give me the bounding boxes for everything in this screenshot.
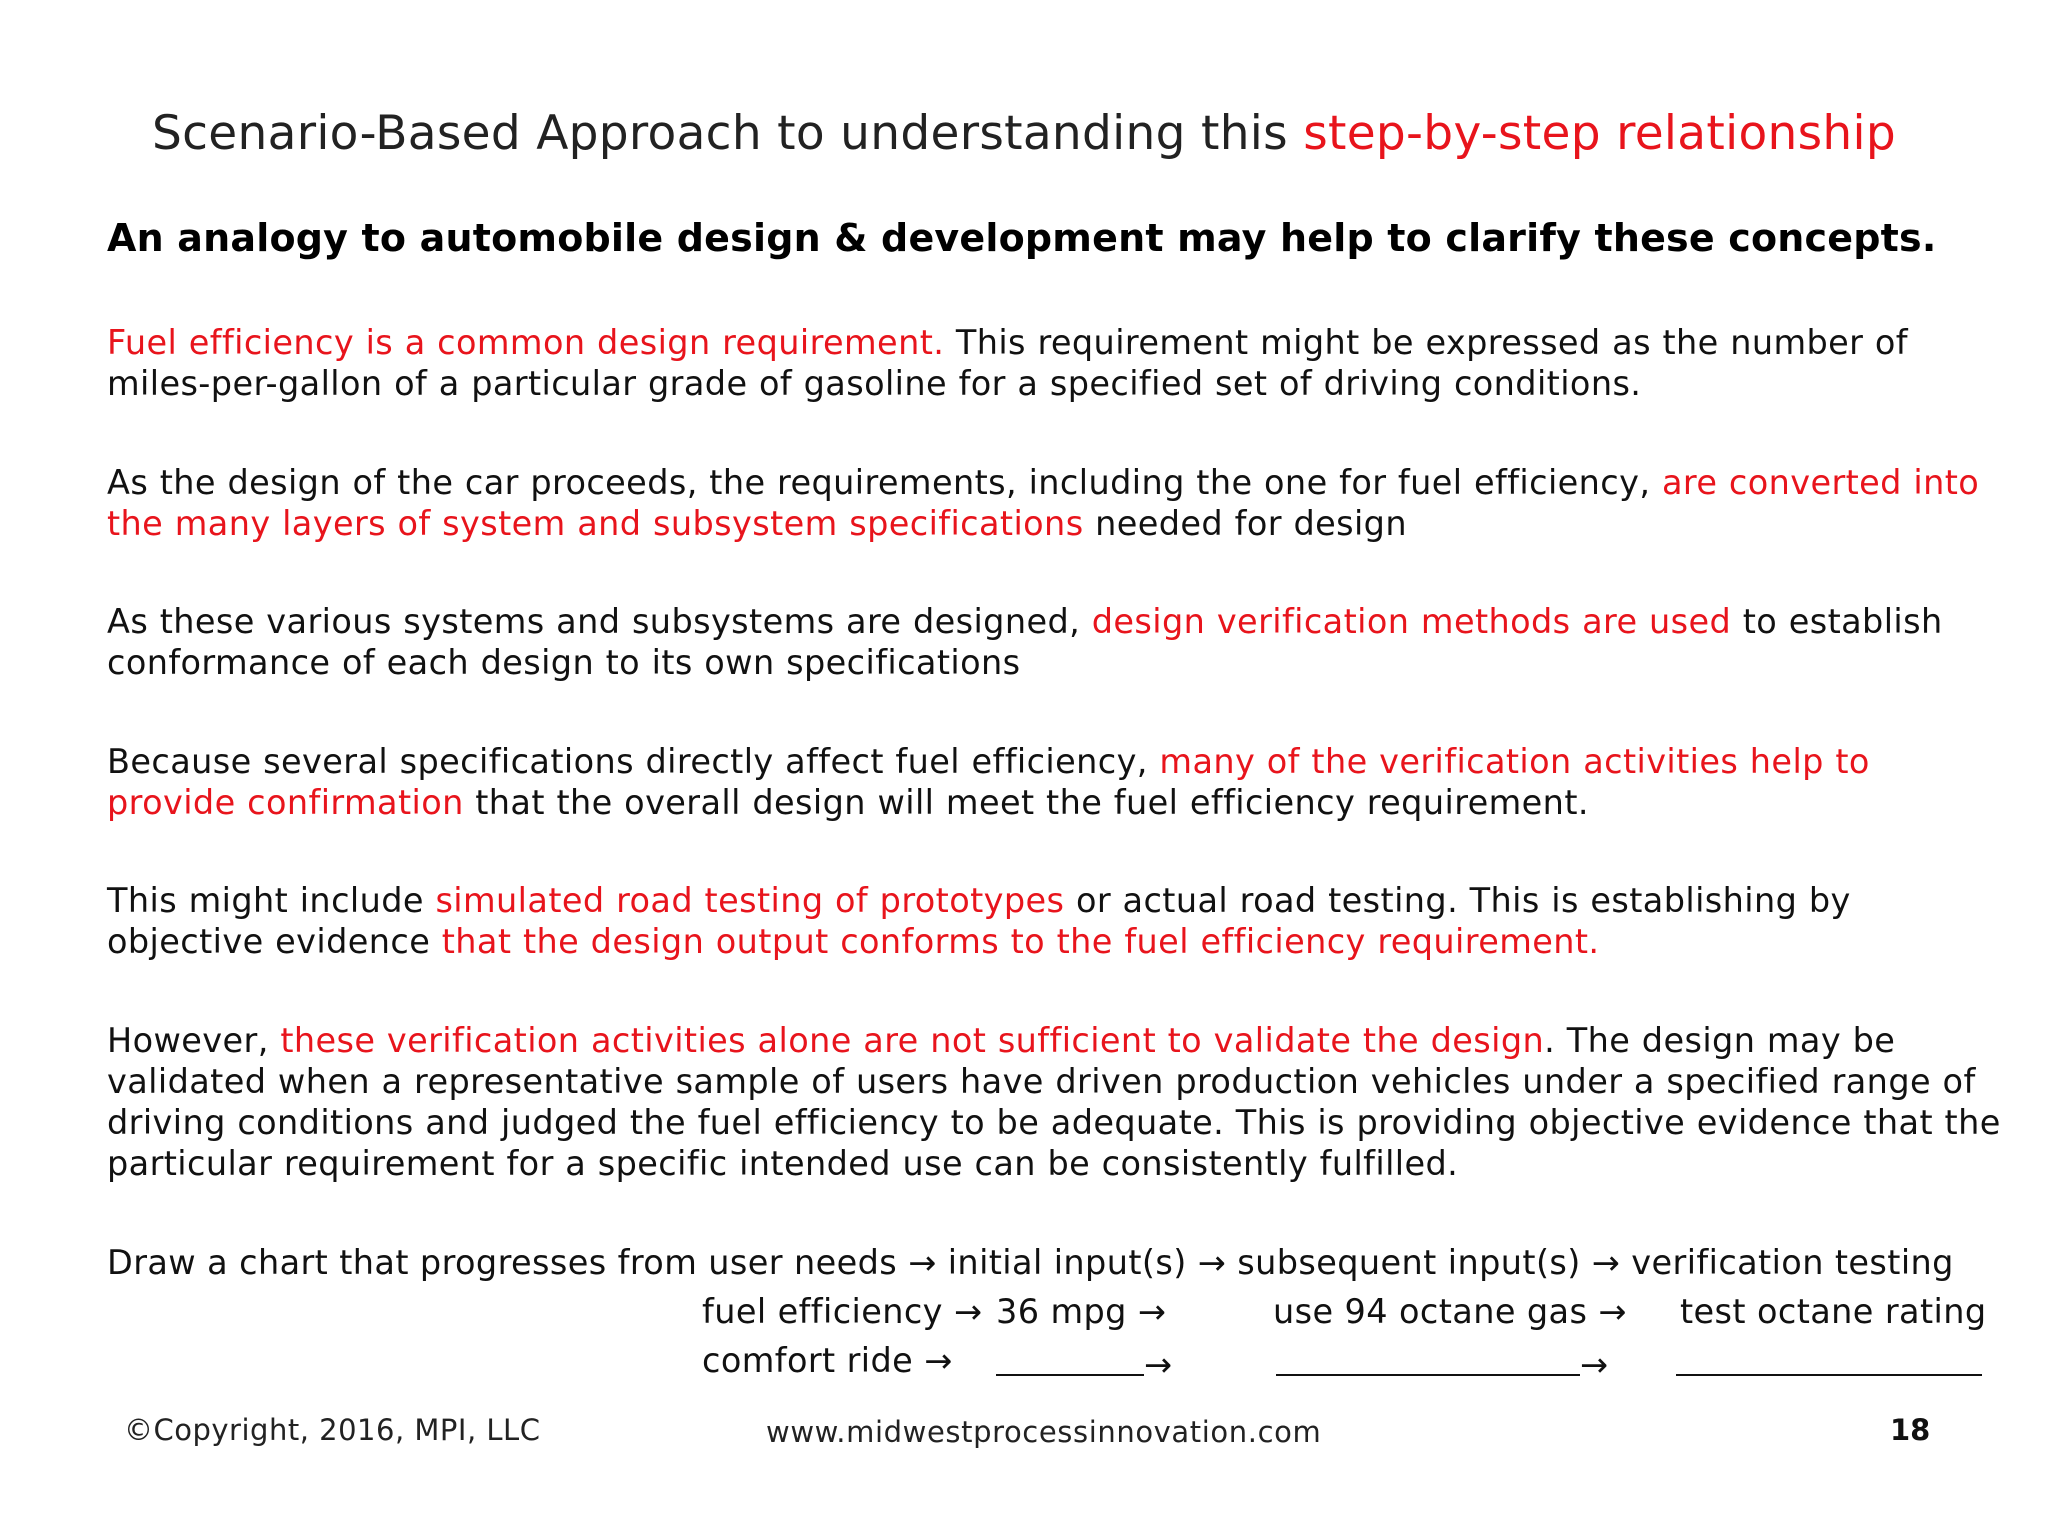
paragraph-5-highlight-1: simulated road testing of prototypes [435, 881, 1065, 920]
paragraph-4-text-a: Because several specifications directly affect fuel efficiency, [107, 742, 1160, 781]
paragraph-3-highlight: design verification methods are used [1091, 602, 1732, 641]
paragraph-validation [107, 1020, 2007, 1184]
row1-user-need: fuel efficiency → [702, 1292, 983, 1331]
paragraph-5-text-c: or actual road testing. This is establishing by objective evidence [107, 881, 1851, 961]
row1-subsequent-input: use 94 octane gas → [1273, 1292, 1627, 1331]
section-heading: An analogy to automobile design & development may help to clarify these concepts. [107, 216, 1937, 260]
paragraph-6-text-a: However, [107, 1021, 281, 1060]
slide-title-highlight: step-by-step relationship [1303, 106, 1896, 161]
blank-line [1676, 1340, 1982, 1376]
paragraph-2-text-c: needed for design [1083, 504, 1407, 543]
paragraph-design-proceeds [107, 462, 2007, 544]
paragraph-verification-methods [107, 601, 2007, 683]
row2-initial-input-blank [996, 1340, 1172, 1385]
paragraph-road-testing [107, 880, 2007, 962]
row2-user-need: comfort ride → [702, 1341, 953, 1380]
slide-title [0, 106, 2048, 161]
slide-title-plain: Scenario-Based Approach to understanding this [152, 106, 1304, 161]
paragraph-6-highlight: these verification activities alone are not sufficient to validate the design [280, 1021, 1545, 1060]
paragraph-2-text-a: As the design of the car proceeds, the requirements, including the one for fuel efficiency, [107, 463, 1662, 502]
page-number: 18 [1890, 1413, 1931, 1447]
paragraph-2-highlight: are converted into the many layers of system and subsystem specifications [107, 463, 1980, 543]
flow-chart-instruction: Draw a chart that progresses from user needs → initial input(s) → subsequent input(s) → verification testing [107, 1243, 1954, 1282]
paragraph-3-text-a: As these various systems and subsystems are designed, [107, 602, 1092, 641]
paragraph-fuel-efficiency [107, 322, 2007, 404]
paragraph-5-highlight-2: that the design output conforms to the fuel efficiency requirement. [441, 922, 1600, 961]
footer-url: www.midwestprocessinnovation.com [766, 1415, 1322, 1449]
footer-copyright: ©Copyright, 2016, MPI, LLC [124, 1413, 541, 1447]
paragraph-3-text-c: to establish conformance of each design to its own specifications [107, 602, 1943, 682]
paragraph-verification-activities [107, 741, 2007, 823]
paragraph-1-highlight: Fuel efficiency is a common design requirement. [107, 323, 945, 362]
blank-line [1276, 1340, 1580, 1376]
arrow: → [1580, 1345, 1609, 1384]
row1-verification-testing: test octane rating [1680, 1292, 1987, 1331]
row2-subsequent-input-blank [1276, 1340, 1608, 1385]
paragraph-5-text-a: This might include [107, 881, 436, 920]
paragraph-4-highlight: many of the verification activities help to provide confirmation [107, 742, 1870, 822]
arrow: → [1144, 1345, 1173, 1384]
blank-line [996, 1340, 1144, 1376]
paragraph-4-text-c: that the overall design will meet the fuel efficiency requirement. [463, 783, 1589, 822]
paragraph-1-text: This requirement might be expressed as the number of miles-per-gallon of a particular grade of gasoline for a specified set of driving conditions. [107, 323, 1908, 403]
row1-initial-input: 36 mpg → [996, 1292, 1167, 1331]
row2-verification-blank [1676, 1340, 1982, 1385]
paragraph-6-text-c: . The design may be validated when a representative sample of users have driven production vehicles under a specified range of driving conditions and judged the fuel efficiency to be adequate. This is providing objective evidence that the particular requirement for a specific intended use can be consistently fulfilled. [107, 1021, 2001, 1183]
